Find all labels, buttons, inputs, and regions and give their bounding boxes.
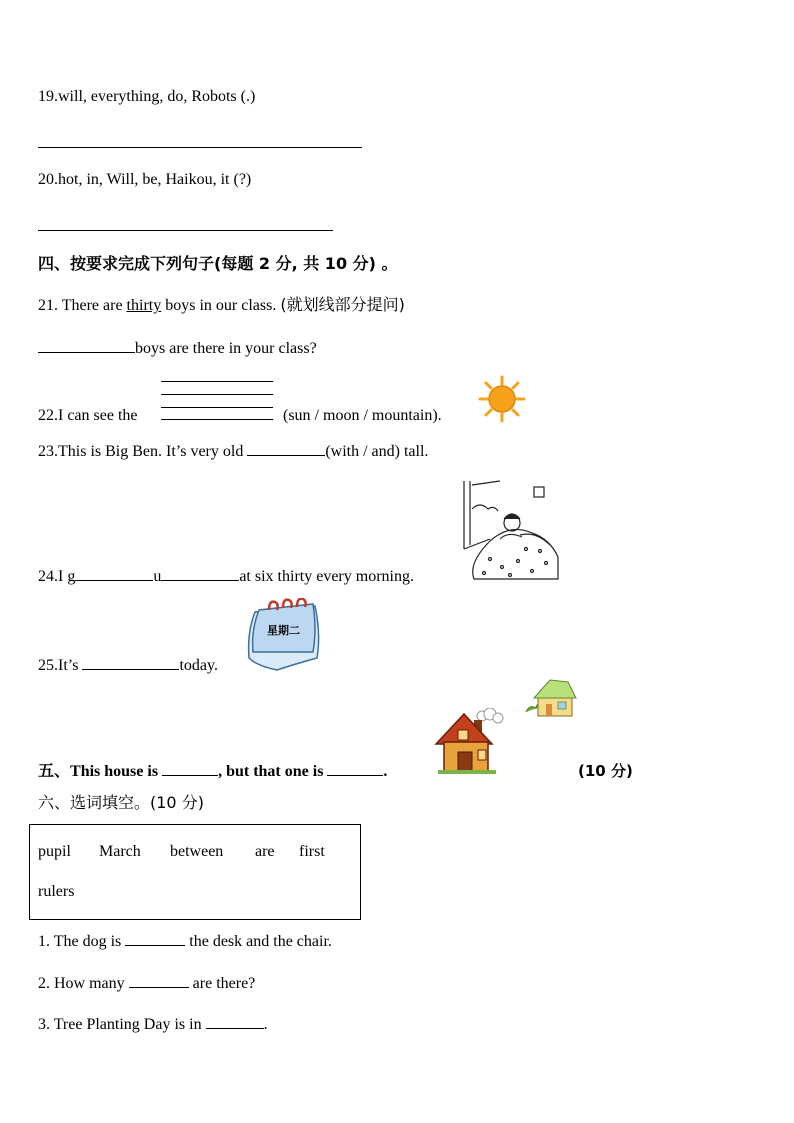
section-5-text-1: This house is	[70, 763, 163, 780]
q25-suffix: today.	[179, 657, 218, 674]
fill-3-prefix: 3. Tree Planting Day is in	[38, 1016, 206, 1033]
section-5-score: (10 分)	[578, 762, 633, 780]
section-5-text-3: .	[383, 763, 388, 780]
blank-25[interactable]	[82, 655, 179, 670]
word-bank-item: are	[255, 843, 275, 860]
fill-2-suffix: are there?	[188, 975, 256, 992]
fill-blank-2[interactable]	[129, 973, 189, 988]
q24-part-2: u	[153, 568, 162, 585]
answer-line-20[interactable]	[38, 230, 333, 231]
section-5-label: 五、	[38, 761, 71, 780]
fill-1-prefix: 1. The dog is	[38, 933, 126, 950]
q24-part-1: 24.I g	[38, 568, 76, 585]
q23-suffix: (with / and) tall.	[325, 443, 429, 460]
house-icon	[434, 708, 506, 776]
answer-line-19[interactable]	[38, 147, 362, 148]
section-6-heading: 六、选词填空。(10 分)	[38, 793, 204, 812]
question-21	[38, 295, 405, 316]
word-bank-item: rulers	[38, 883, 75, 900]
fill-question-1	[38, 931, 332, 952]
waking-person-icon	[460, 479, 560, 583]
blank-24-a[interactable]	[75, 566, 153, 581]
blank-22-line-3[interactable]	[161, 407, 273, 408]
question-21-answer	[38, 338, 317, 359]
fill-question-2	[38, 973, 255, 994]
blank-22-line-4[interactable]	[161, 419, 273, 420]
q25-prefix: 25.It’s	[38, 657, 83, 674]
word-bank-item: pupil	[38, 843, 71, 860]
word-bank-item: between	[170, 843, 224, 860]
fill-3-suffix: .	[263, 1016, 268, 1033]
word-bank-item: March	[99, 843, 141, 860]
section-5-text-2: , but that one is	[218, 763, 328, 780]
blank-24-b[interactable]	[161, 566, 239, 581]
blank-21[interactable]	[38, 338, 135, 353]
question-25	[38, 655, 218, 676]
question-22-prefix: 22.I can see the	[38, 407, 138, 424]
q23-prefix: 23.This is Big Ben. It’s very old	[38, 443, 248, 460]
q21-underlined-word: thirty	[126, 297, 162, 314]
blank-23[interactable]	[247, 441, 325, 456]
question-20: 20.hot, in, Will, be, Haikou, it (?)	[38, 171, 252, 188]
word-bank-box	[29, 824, 361, 920]
blank-5-b[interactable]	[327, 761, 383, 776]
question-22-options: (sun / moon / mountain).	[283, 407, 442, 424]
word-bank-item: first	[299, 843, 325, 860]
q21-answer-suffix: boys are there in your class?	[135, 340, 317, 357]
q21-note: (就划线部分提问)	[280, 295, 405, 314]
fill-blank-3[interactable]	[206, 1014, 264, 1029]
blank-22-line-2[interactable]	[161, 394, 273, 395]
section-5-line	[38, 761, 387, 782]
question-24	[38, 566, 414, 587]
calendar-icon	[243, 598, 323, 672]
sun-icon	[478, 375, 526, 423]
blank-22-line-1[interactable]	[161, 381, 273, 382]
house-icon	[524, 678, 578, 718]
section-4-heading: 四、按要求完成下列句子(每题 2 分, 共 10 分) 。	[38, 254, 398, 273]
blank-5-a[interactable]	[162, 761, 218, 776]
question-19: 19.will, everything, do, Robots (.)	[38, 88, 256, 105]
fill-question-3	[38, 1014, 268, 1035]
q24-part-3: at six thirty every morning.	[239, 568, 414, 585]
q21-prefix: 21. There are	[38, 297, 127, 314]
q21-suffix: boys in our class.	[161, 297, 281, 314]
question-23	[38, 441, 428, 462]
fill-blank-1[interactable]	[125, 931, 185, 946]
fill-1-suffix: the desk and the chair.	[185, 933, 332, 950]
fill-2-prefix: 2. How many	[38, 975, 129, 992]
calendar-text: 星期二	[267, 624, 300, 637]
